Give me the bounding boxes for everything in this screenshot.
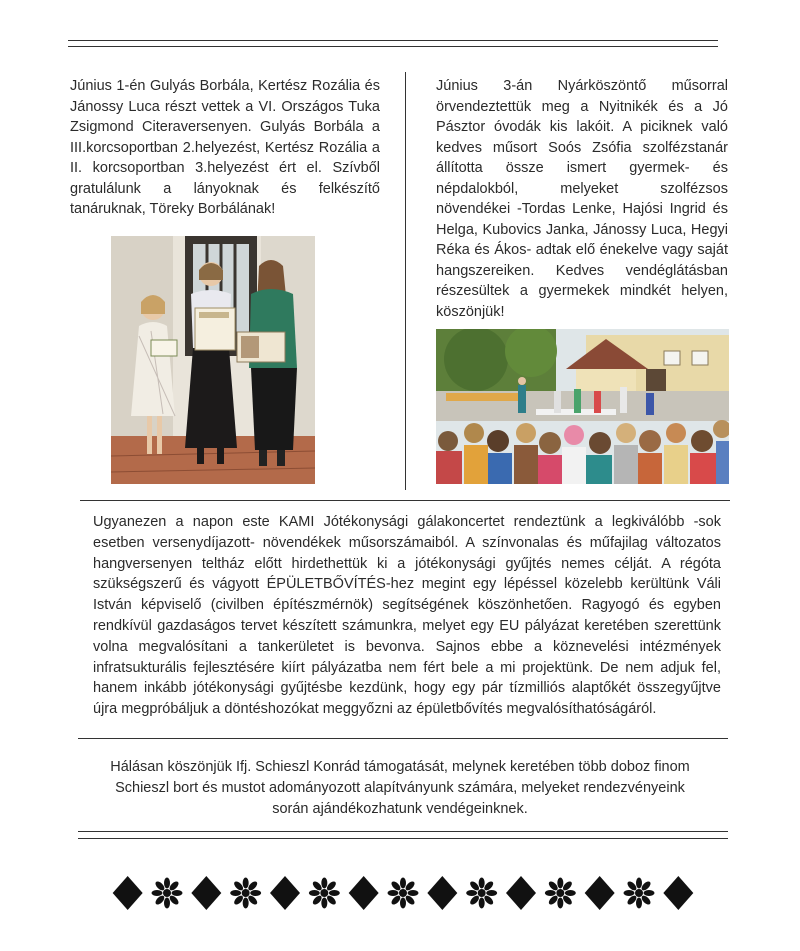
three-girls-with-certificates-photo [111, 236, 315, 484]
ornament-diamond-icon [191, 876, 221, 910]
bottom-rule-upper [78, 831, 728, 832]
sponsor-thanks-paragraph: Hálásan köszönjük Ifj. Schieszl Konrád támogatását, melynek keretében több doboz finom Schieszl bort és mustot adományozott alapítványunk számára, melyeket rendezvényeink során ajándékozhatunk vendégeinknek. [110, 759, 690, 817]
thanks-rule-top [78, 738, 728, 739]
ornament-diamond-icon [113, 876, 143, 910]
column-divider [405, 72, 406, 490]
ornament-diamond-icon [585, 876, 615, 910]
folk-ornament-border [108, 868, 698, 918]
ornament-flower-icon [388, 878, 419, 909]
bottom-rule-lower [78, 838, 728, 839]
ornament-flower-icon [545, 878, 576, 909]
ornament-diamond-icon [506, 876, 536, 910]
top-rule-upper [68, 40, 718, 41]
right-article-text: Június 3-án Nyárköszöntő műsorral örvendeztettük meg a Nyitnikék és a Jó Pásztor óvodák kis lakóit. A piciknek való kedves műsort Soós Zsófia szolfézstanár állította össze ismert gyermek- és népdalokból, melyeket szolfézsos növendékei -Tordas Lenke, Hajósi Ingrid és Helga, Kubovics Janka, Jánossy Luca, Hegyi Réka és Ákos- adtak elő énekelve vagy saját hangszereiken. Kedves vendéglátásban részesültek a gyermekek mindkét helyen, köszönjük! [436, 78, 728, 320]
ornament-flower-icon [624, 878, 655, 909]
gala-concert-paragraph: Ugyanezen a napon este KAMI Jótékonysági gálakoncertet rendeztünk a legkiválóbb -sok esetben versenydíjazott- növendékek műsorszámaiból. A színvonalas és műfajilag változatos hangversenyen teltház előtt hirdethettük ki a jótékonysági gyűjtés nemes célját. A régóta szükségszerű és vágyott ÉPÜLETBŐVÍTÉS-hez megint egy lépéssel közelebb kerültünk Váli István képviselő (civilben építészmérnök) segítségének köszönhetően. Ragyogó és egyben rendkívül gazdaságos tervet készített számunkra, melyet egy EU pályázat keretében szerettünk volna megvalósítani a tankerületet is bevonva. Sajnos ebbe a köznevelési intézmények infratsukturális fejlesztésére kiírt pályázatba nem fért bele a mi projektünk. De nem adjuk fel, hanem inkább jótékonysági gyűjtésbe kezdünk, hogy egy pár tízmilliós alaptőkét összegyűjtve újra megpróbáljuk a döntéshozókat meggyőzni az épületbővítés megvalósíthatóságáról. [93, 514, 721, 718]
ornament-flower-icon [466, 878, 497, 909]
section-rule [80, 500, 730, 501]
ornament-flower-icon [152, 878, 183, 909]
ornament-diamond-icon [663, 876, 693, 910]
ornament-diamond-icon [349, 876, 379, 910]
ornament-diamond-icon [270, 876, 300, 910]
ornament-flower-icon [309, 878, 340, 909]
ornament-flower-icon [230, 878, 261, 909]
left-article-text: Június 1-én Gulyás Borbála, Kertész Rozália és Jánossy Luca részt vettek a VI. Országos Tuka Zsigmond Citeraversenyen. Gulyás Borbála a III.korcsoportban 2.helyezést, Kertész Rozália a II. korcsoportban 3.helyezést ért el. Szívből gratulálunk a lányoknak és felkészítő tanáruknak, Töreky Borbálának! [70, 78, 380, 217]
ornament-diamond-icon [427, 876, 457, 910]
kindergarten-courtyard-performance-photo [436, 329, 729, 484]
top-rule-lower [68, 46, 718, 47]
